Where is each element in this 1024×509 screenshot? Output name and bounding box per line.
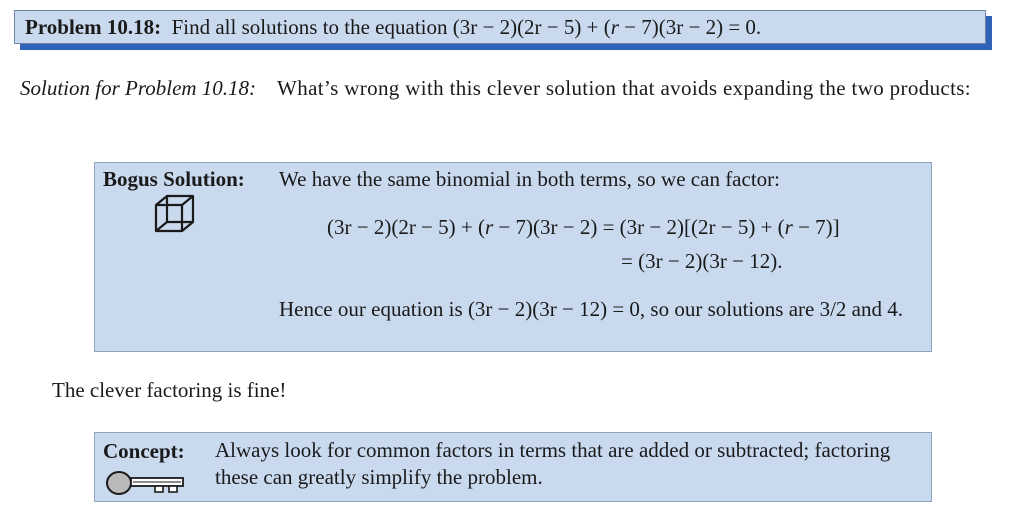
solution-lead: Solution for Problem 10.18:	[20, 76, 257, 100]
key-icon	[105, 470, 187, 496]
concept-label: Concept:	[103, 439, 185, 463]
problem-label: Problem 10.18:	[25, 15, 162, 39]
equation-line-1: (3r − 2)(2r − 5) + (r − 7)(3r − 2) = (3r − 2)[(2r − 5) + (r − 7)]	[327, 215, 840, 239]
problem-text: Find all solutions to the equation (3r − 2)(2r − 5) + (r − 7)(3r − 2) = 0.	[171, 15, 762, 39]
bogus-solution-box	[94, 162, 932, 352]
bogus-intro-text: We have the same binomial in both terms, so we can factor:	[279, 167, 780, 191]
box-icon	[153, 193, 203, 233]
concept-box	[94, 432, 932, 502]
equation-line-2: = (3r − 2)(3r − 12).	[621, 249, 783, 273]
solution-question: What’s wrong with this clever solution that avoids expanding the two products:	[277, 76, 971, 100]
solution-intro	[20, 74, 1010, 102]
bogus-conclusion: Hence our equation is (3r − 2)(3r − 12) = 0, so our solutions are 3/2 and 4.	[279, 297, 903, 321]
concept-text: Always look for common factors in terms that are added or subtracted; factoring these can greatly simplify the problem.	[215, 438, 891, 489]
bogus-solution-label: Bogus Solution:	[103, 167, 245, 191]
clever-factoring-note: The clever factoring is fine!	[52, 378, 287, 402]
problem-box	[14, 10, 986, 44]
